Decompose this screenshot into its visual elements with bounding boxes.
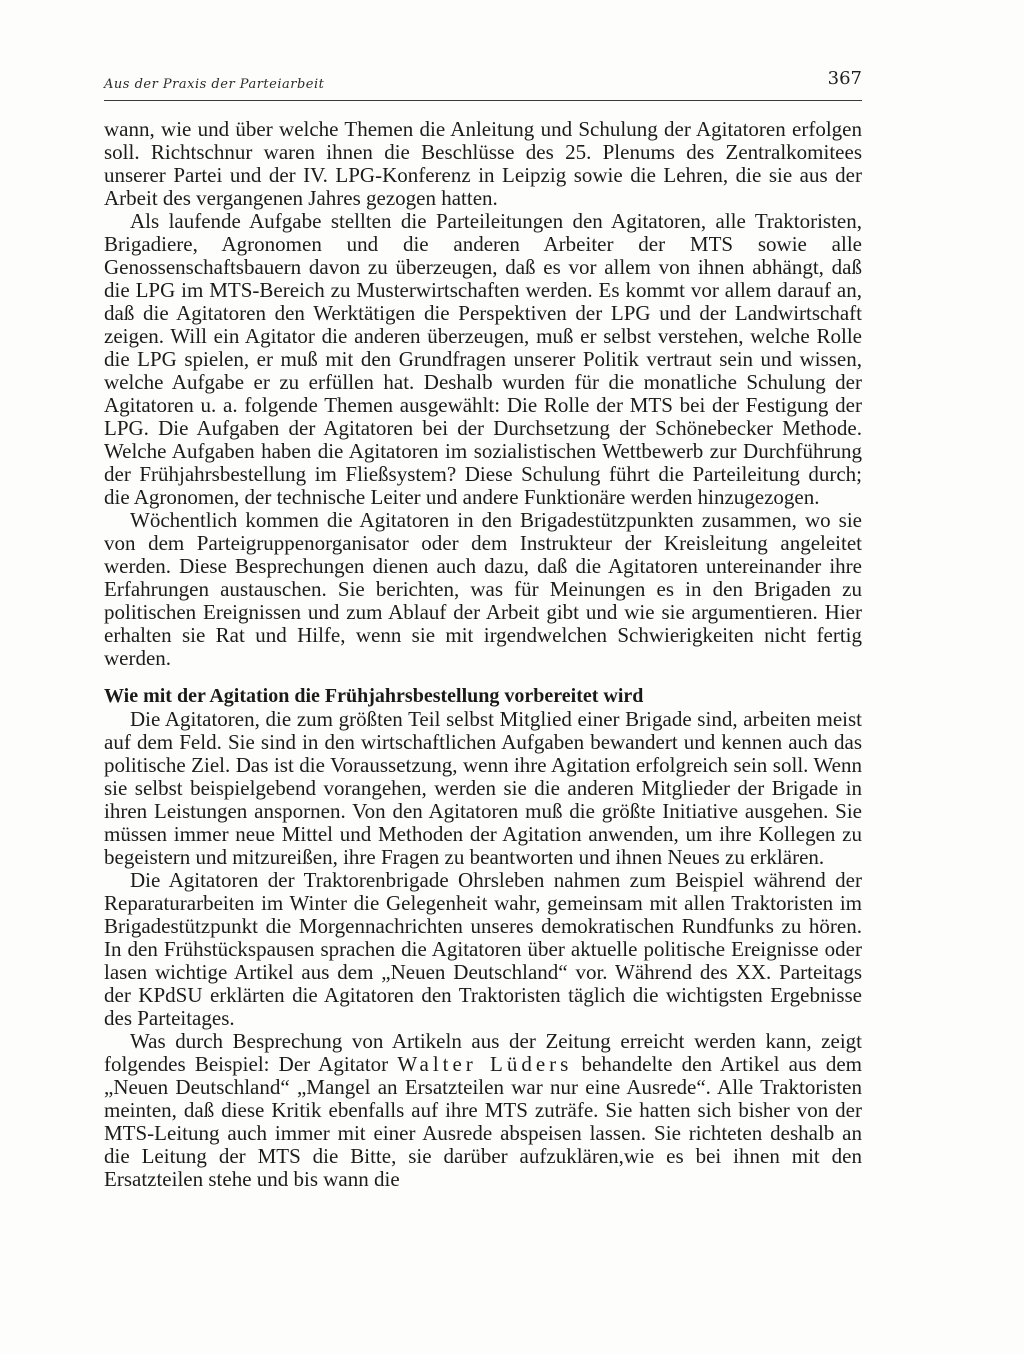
paragraph-text: behandelte den Artikel aus dem „Neuen Deutschland“ „Mangel an Ersatzteilen war nur eine Ausrede“. Alle Traktoristen meinten, daß diese Kritik ebenfalls auf ihre MTS zuträfe. Sie hatten sich bisher von der MTS-Leitung auch immer mit einer Ausrede abspeisen lassen. Sie richteten deshalb an die Leitung der MTS die Bitte, sie darüber aufzuklären,wie es bei ihnen mit den Ersatzteilen stehe und bis wann die <box>104 1052 862 1191</box>
page-number: 367 <box>827 68 862 89</box>
person-name: Walter Lüders <box>397 1052 573 1076</box>
paragraph-ohrsleben: Die Agitatoren der Traktorenbrigade Ohrsleben nahmen zum Beispiel während der Reparaturarbeiten im Winter die Gelegenheit wahr, gemeinsam mit allen Traktoristen im Brigadestützpunkt die Morgennachrichten unseres demokratischen Rundfunks zu hören. In den Frühstückspausen sprachen die Agitatoren über aktuelle politische Ereignisse oder lasen wichtige Artikel aus dem „Neuen Deutschland“ vor. Während des XX. Parteitags der KPdSU erklärten die Agitatoren den Traktoristen täglich die wichtigsten Ergebnisse des Parteitages. <box>104 868 862 1030</box>
paragraph-newspaper-example <box>104 1030 862 1191</box>
paragraph-tasks: Als laufende Aufgabe stellten die Parteileitungen den Agitatoren, alle Traktoristen, Brigadiere, Agronomen und die anderen Arbeiter der MTS sowie alle Genossenschaftsbauern davon zu überzeugen, daß es vor allem von ihnen abhängt, daß die LPG im MTS-Bereich zu Musterwirtschaften werden. Es kommt vor allem darauf an, daß die Agitatoren den Werktätigen die Perspektiven der LPG und der Landwirtschaft zeigen. Will ein Agitator die anderen überzeugen, muß er selbst verstehen, welche Rolle die LPG spielen, er muß mit den Grundfragen unserer Politik vertraut sein und wissen, welche Aufgabe er zu erfüllen hat. Deshalb wurden für die monatliche Schulung der Agitatoren u. a. folgende Themen ausgewählt: Die Rolle der MTS bei der Festigung der LPG. Die Aufgaben der Agitatoren bei der Durchsetzung der Schönebecker Methode. Welche Aufgaben haben die Agitatoren im sozialistischen Wettbewerb zur Durchführung der Frühjahrsbestellung im Fließsystem? Diese Schulung führt die Parteileitung durch; die Agronomen, der technische Leiter und andere Funktionäre werden hinzugezogen. <box>104 209 862 509</box>
paragraph-weekly-meetings: Wöchentlich kommen die Agitatoren in den Brigadestützpunkten zusammen, wo sie von dem Parteigruppenorganisator oder dem Instrukteur der Kreisleitung angeleitet werden. Diese Besprechungen dienen auch dazu, daß die Agitatoren untereinander ihre Erfahrungen austauschen. Sie berichten, was für Meinungen es in den Brigaden zu politischen Ereignissen und zum Ablauf der Arbeit gibt und wie sie argumentieren. Hier erhalten sie Rat und Hilfe, wenn sie mit irgendwelchen Schwierigkeiten nicht fertig werden. <box>104 508 862 670</box>
body-text <box>104 118 862 1191</box>
running-head: Aus der Praxis der Parteiarbeit <box>104 77 325 92</box>
paragraph-continued: wann, wie und über welche Themen die Anleitung und Schulung der Agitatoren erfolgen soll. Richtschnur waren ihnen die Beschlüsse des 25. Plenums des Zentralkomitees unserer Partei und der IV. LPG-Konferenz in Leipzig sowie die Lehren, die sie aus der Arbeit des vergangenen Jahres gezogen hatten. <box>104 117 862 210</box>
header-rule <box>104 100 862 101</box>
paragraph-field-work: Die Agitatoren, die zum größten Teil selbst Mitglied einer Brigade sind, arbeiten meist auf dem Feld. Sie sind in den wirtschaftlichen Aufgaben bewandert und kennen auch das politische Ziel. Das ist die Voraussetzung, wenn ihre Agitation erfolgreich sein soll. Wenn sie selbst beispielgebend vorangehen, werden sie die anderen Mitglieder der Brigade in ihren Leistungen anspornen. Von den Agitatoren muß die größte Initiative ausgehen. Sie müssen immer neue Mittel und Methoden der Agitation anwenden, um ihre Kollegen zu begeistern und mitzureißen, ihre Fragen zu beantworten und ihnen Neues zu erklären. <box>104 707 862 869</box>
paragraph-text: Was durch Besprechung von Artikeln aus der Zeitung erreicht werden kann, zeigt folgendes Beispiel: Der Agitator <box>104 1029 862 1076</box>
section-heading: Wie mit der Agitation die Frühjahrsbestellung vorbereitet wird <box>104 685 644 707</box>
